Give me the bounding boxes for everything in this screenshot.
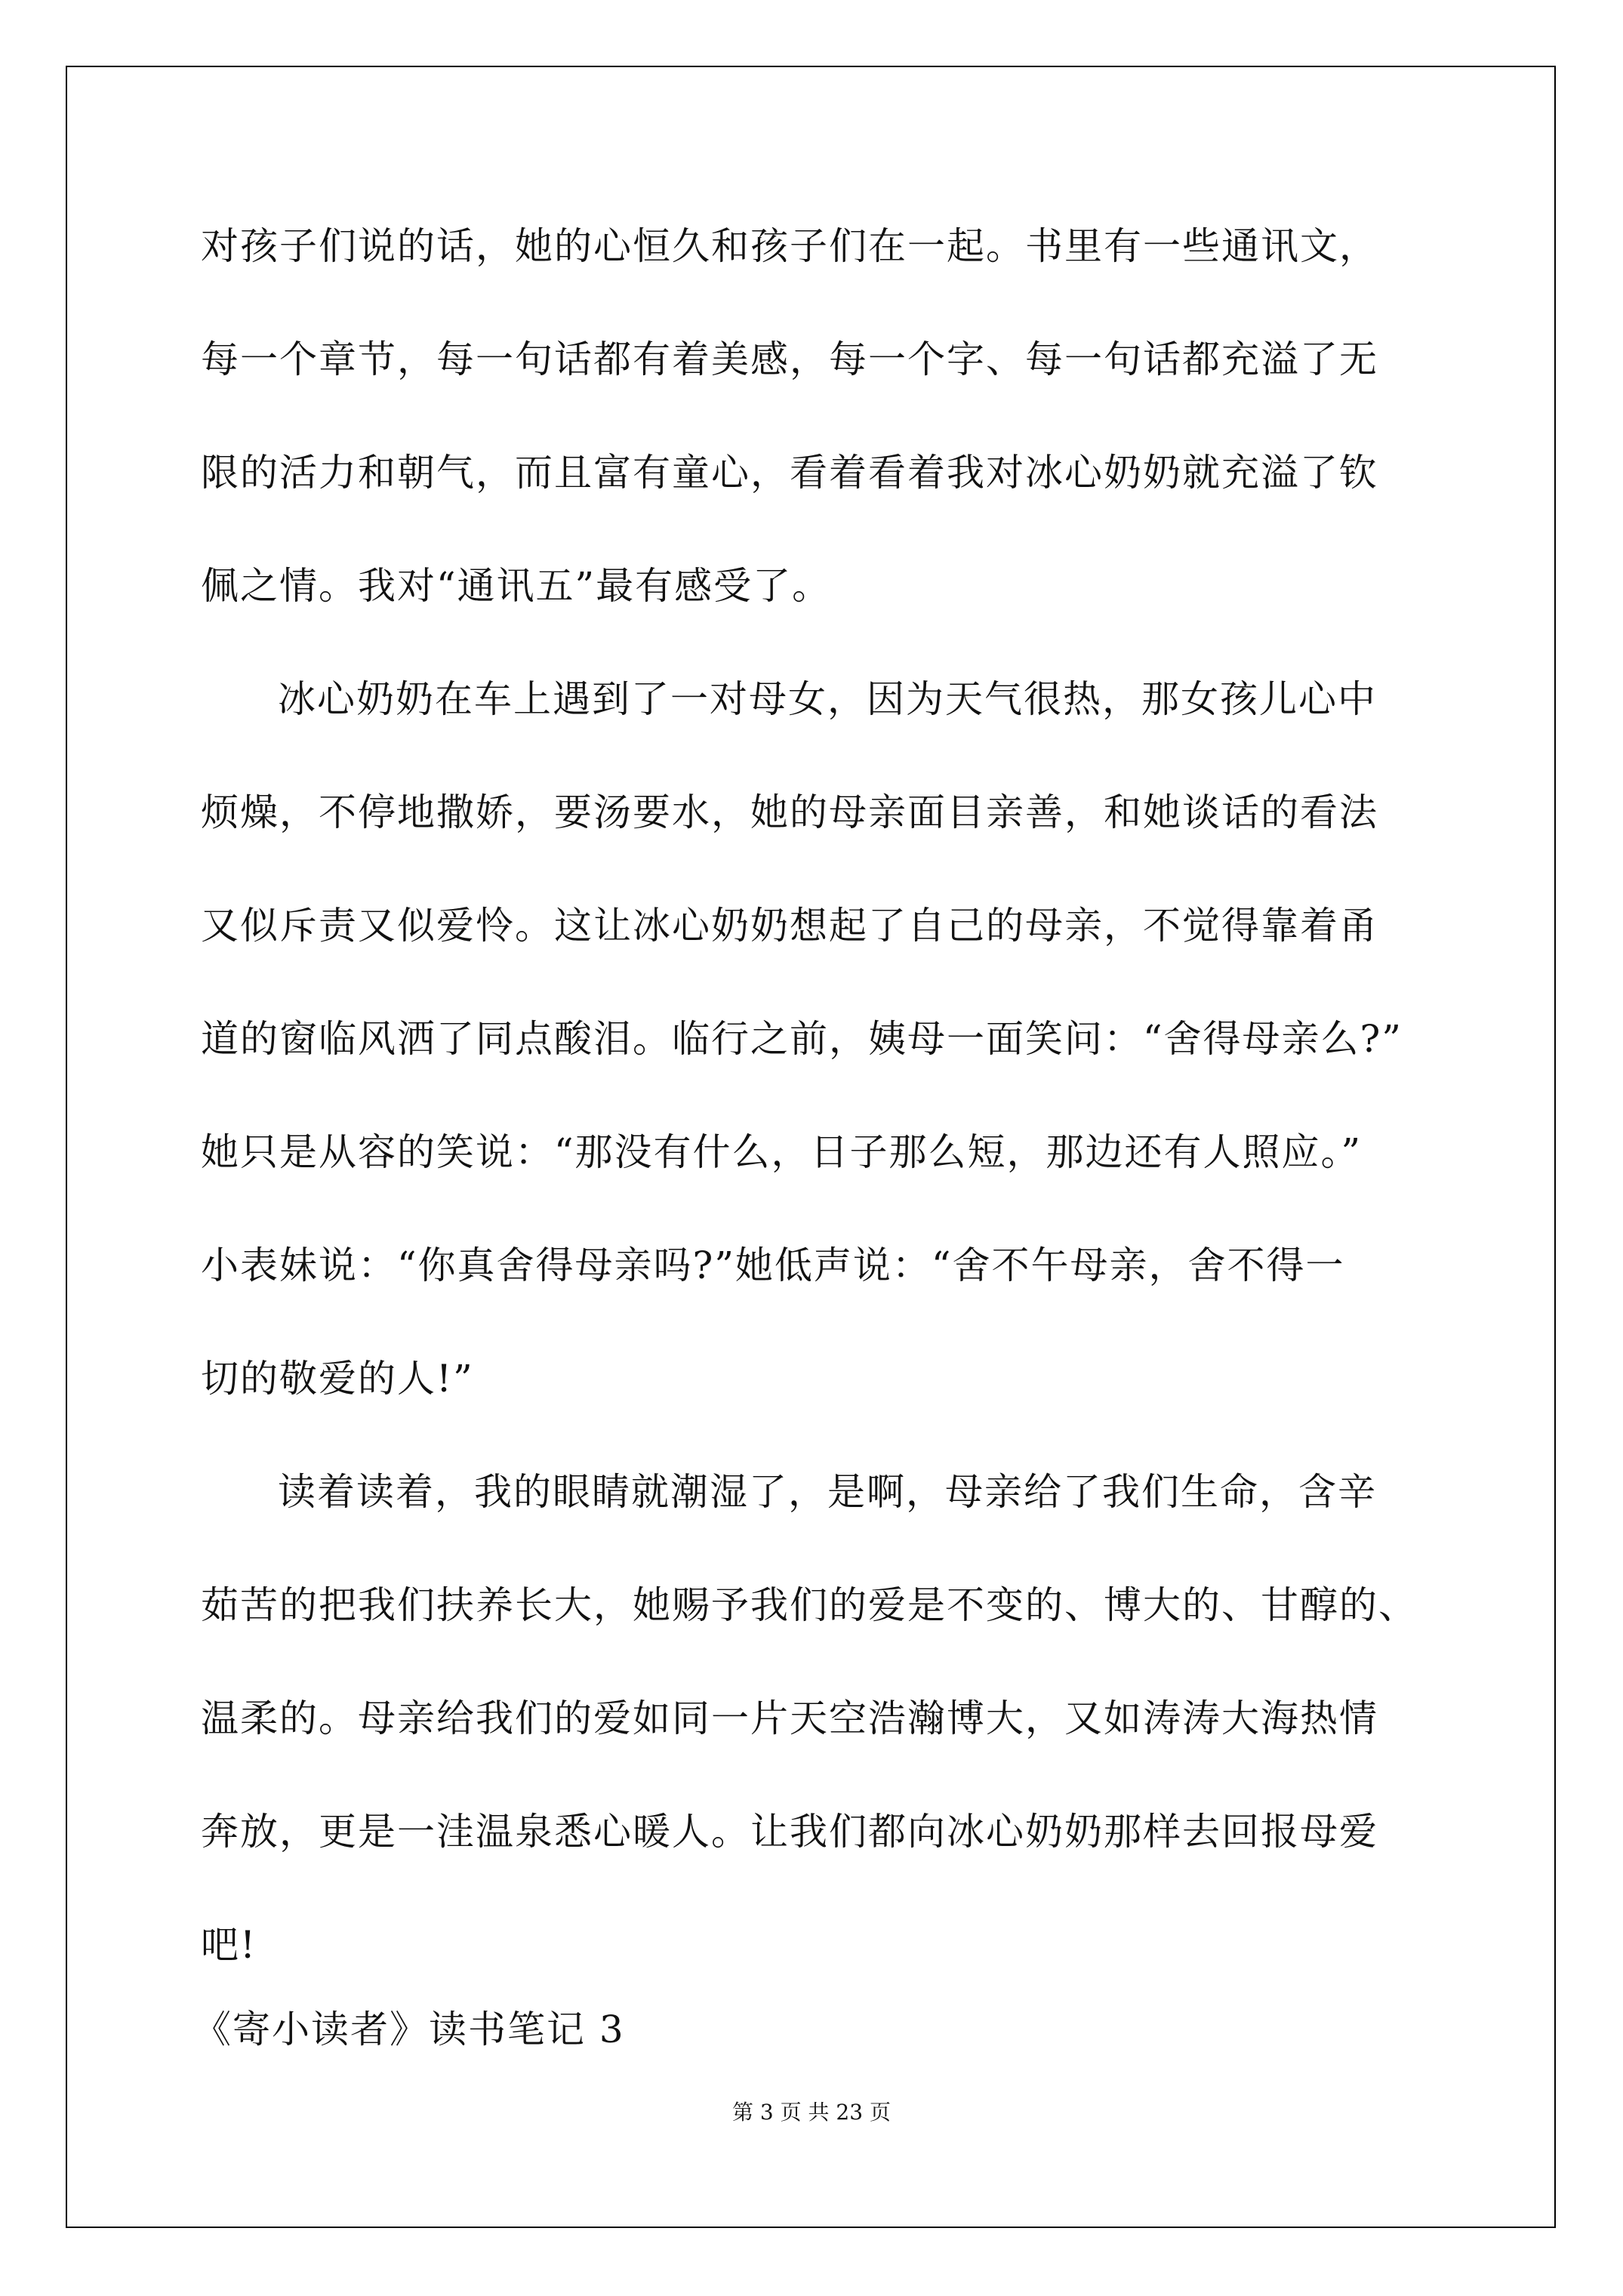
paragraph-line: 佩之情。我对“通讯五”最有感受了。 xyxy=(201,564,832,608)
paragraph-line: 茹苦的把我们扶养长大，她赐予我们的爱是不变的、博大的、甘醇的、 xyxy=(201,1583,1418,1627)
paragraph-line: 温柔的。母亲给我们的爱如同一片天空浩瀚博大，又如涛涛大海热情 xyxy=(201,1697,1378,1740)
paragraph-line: 对孩子们说的话，她的心恒久和孩子们在一起。书里有一些通讯文， xyxy=(201,224,1378,268)
page-number-footer: 第 3 页 共 23 页 xyxy=(732,2100,891,2125)
paragraph-line: 吧! xyxy=(201,1923,257,1967)
paragraph-line: 每一个章节，每一句话都有着美感，每一个字、每一句话都充溢了无 xyxy=(201,337,1378,381)
paragraph-line: 读着读着，我的眼睛就潮湿了，是啊，母亲给了我们生命，含辛 xyxy=(278,1470,1377,1514)
paragraph-line: 奔放，更是一洼温泉悉心暖人。让我们都向冰心奶奶那样去回报母爱 xyxy=(201,1810,1378,1854)
paragraph-line: 烦燥，不停地撒娇，要汤要水，她的母亲面目亲善，和她谈话的看法 xyxy=(201,791,1378,834)
paragraph-line: 她只是从容的笑说：“那没有什么，日子那么短，那边还有人照应。” xyxy=(201,1130,1363,1174)
paragraph-line: 小表妹说：“你真舍得母亲吗?”她低声说：“舍不午母亲，舍不得一 xyxy=(201,1244,1345,1287)
paragraph-line: 限的活力和朝气，而且富有童心，看着看着我对冰心奶奶就充溢了钦 xyxy=(201,451,1378,495)
paragraph-line: 冰心奶奶在车上遇到了一对母女，因为天气很热，那女孩儿心中 xyxy=(278,677,1377,721)
paragraph-line: 切的敬爱的人!” xyxy=(201,1357,474,1401)
paragraph-line: 道的窗临风洒了同点酸泪。临行之前，姨母一面笑问：“舍得母亲么?” xyxy=(201,1017,1403,1061)
paragraph-line: 又似斥责又似爱怜。这让冰心奶奶想起了自己的母亲，不觉得靠着甬 xyxy=(201,904,1378,948)
section-heading: 《寄小读者》读书笔记 3 xyxy=(193,2008,625,2051)
